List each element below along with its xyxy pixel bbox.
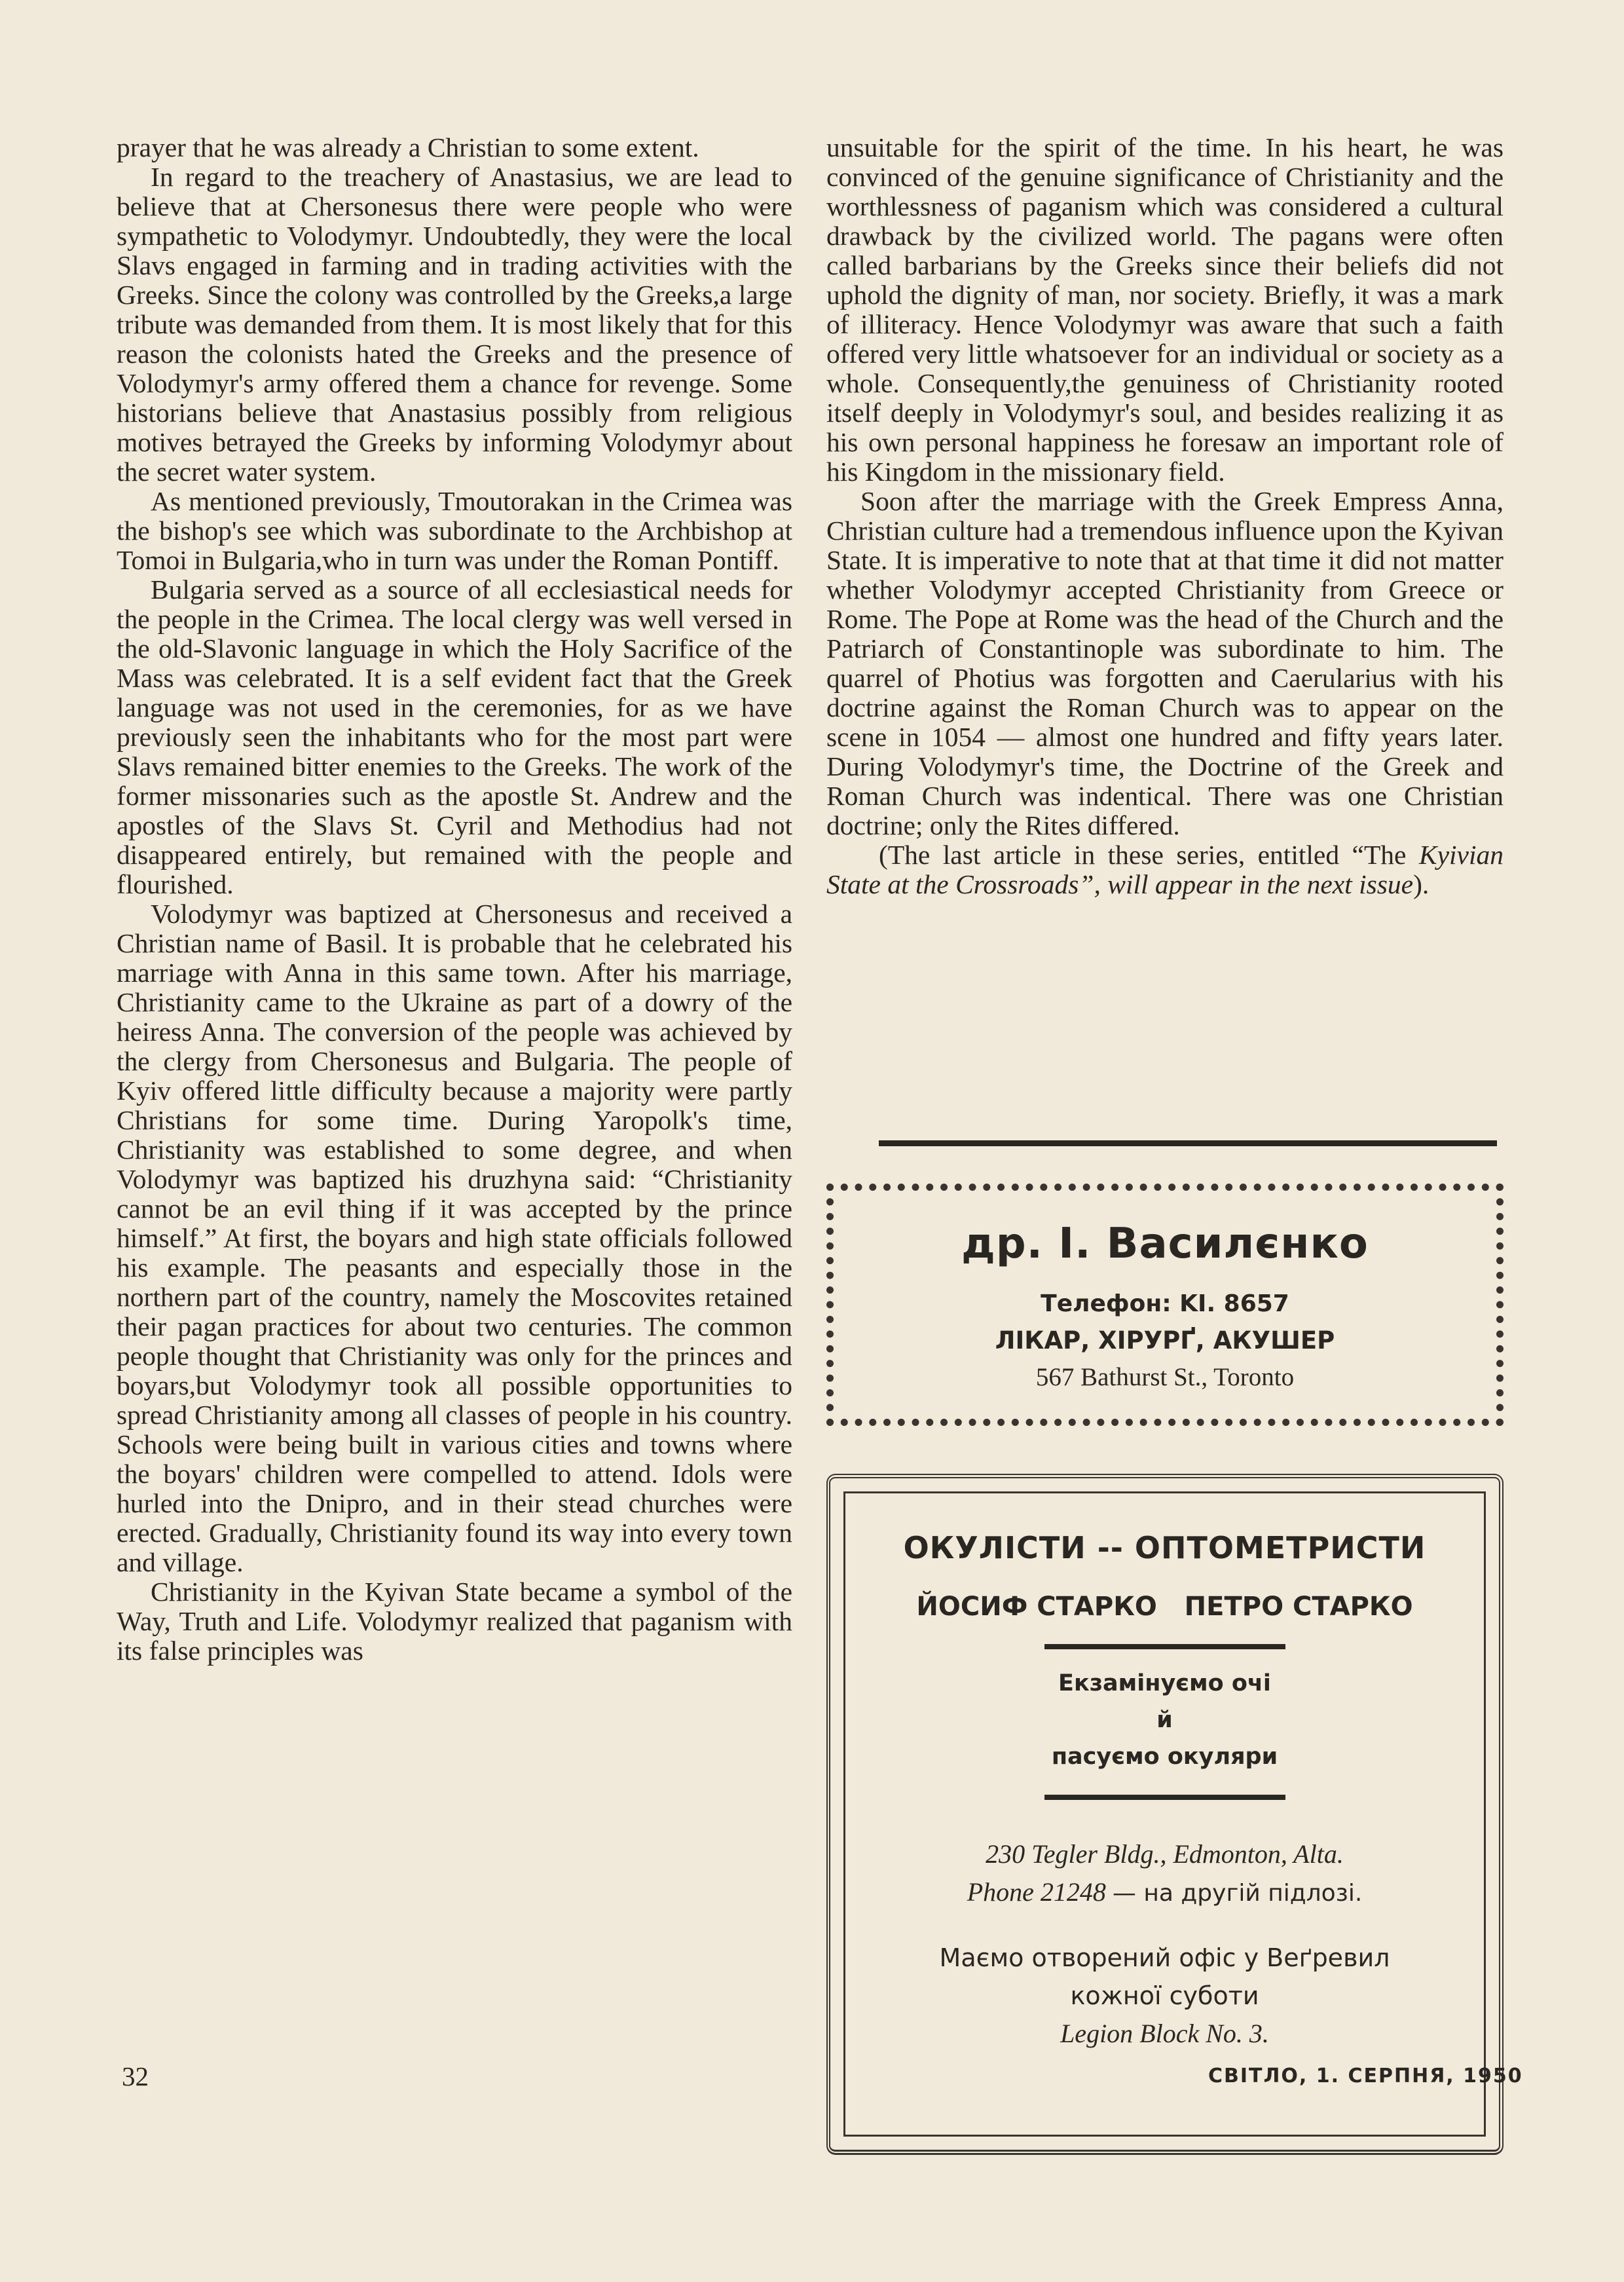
paragraph: Volodymyr was baptized at Chersonesus and received a Christian name of Basil. It is probable that he celebrated his marriage with Anna in this same town. After his marriage, Christianity came to the Ukraine as part of a dowry of the heiress Anna. The conversion of the people was achieved by the clergy from Chersonesus and Bulgaria. The people of Kyiv offered little difficulty because a majority were partly Christians for some time. During Yaropolk's time, Christianity was established to some degree, and when Volodymyr was baptized his druzhyna said: “Christianity cannot be an evil thing if it was accepted by the prince himself.” At first, the boyars and high state officials followed his example. The peasants and especially those in the northern part of the country, namely the Moscovites retained their pagan practices for about two centuries. The common people thought that Christianity was only for the princes and boyars,but Volodymyr took all possible opportunities to spread Christianity among all classes of people in his country. Schools were being built in various cities and towns where the boyars' children were compelled to attend. Idols were hurled into the Dnipro, and in their stead churches were erected. Gradually, Christianity found its way into every town and village. [117, 899, 792, 1577]
page-number: 32 [122, 2061, 149, 2091]
ad-office: Маємо отворений офіс у Веґревил [939, 1943, 1390, 1972]
left-column [117, 133, 792, 1666]
ad-service: Екзамінуємо очі [1058, 1670, 1271, 1696]
ad-divider [1044, 1644, 1285, 1649]
note-italic: Kyivian State at the Crossroads”, will appear in the next issue [826, 840, 1504, 899]
paragraph: In regard to the treachery of Anastasius, we are lead to believe that at Chersonesus there were people who were sympathetic to Volodymyr. Undoubtedly, they were the local Slavs engaged in farming and in trading activities with the Greeks. Since the colony was controlled by the Greeks,a large tribute was demanded from them. It is most likely that for this reason the colonists hated the Greeks and the presence of Volodymyr's army offered them a chance for revenge. Some historians believe that Anastasius possibly from religious motives betrayed the Greeks by informing Volodymyr about the secret water system. [117, 162, 792, 487]
doctor-phone: Телефон: KI. 8657 [1041, 1290, 1289, 1317]
ad-phone: Phone 21248 [967, 1877, 1106, 1907]
doctor-name: др. I. Василєнко [961, 1220, 1369, 1268]
paragraph: Soon after the marriage with the Greek Empress Anna, Christian culture had a tremendous influence upon the Kyivan State. It is imperative to note that at that time it did not matter whether Volodymyr accepted Christianity from Greece or Rome. The Pope at Rome was the head of the Church and the Patriarch of Constantinople was subordinate to him. The quarrel of Photius was forgotten and Caerularius with his doctrine against the Roman Church was to appear on the scene in 1054 — almost one hundred and fifty years later. During Volodymyr's time, the Doctrine of the Greek and Roman Church was indentical. There was one Christian doctrine; only the Rites differed. [826, 486, 1504, 840]
ad-heading: ОКУЛІСТИ -- ОПТОМЕТРИСТИ [903, 1530, 1426, 1565]
ad-office: кожної суботи [1070, 1981, 1259, 2010]
page-footer: СВІТЛО, 1. СЕРПНЯ, 1950 [1208, 2065, 1523, 2087]
section-divider [879, 1140, 1497, 1146]
paragraph: Christianity in the Kyivan State became a symbol of the Way, Truth and Life. Volodymyr realized that paganism with its false principles was [117, 1577, 792, 1666]
doctor-advertisement [826, 1184, 1504, 1426]
doctor-address: 567 Bathurst St., Toronto [1035, 1363, 1295, 1391]
editor-note [826, 840, 1504, 899]
ad-address: 230 Tegler Bldg., Edmonton, Alta. [986, 1839, 1344, 1869]
ad-divider [1044, 1795, 1285, 1800]
paragraph: unsuitable for the spirit of the time. In his heart, he was convinced of the genuine significance of Christianity and the worthlessness of paganism which was considered a cultural drawback by the civilized world. The pagans were often called barbarians by the Greeks since their beliefs did not uphold the dignity of man, nor society. Briefly, it was a mark of illiteracy. Hence Volodymyr was aware that such a faith offered very little whatsoever for an individual or society as a whole. Consequently,the genuiness of Christianity rooted itself deeply in Volodymyr's soul, and besides realizing it as his own personal happiness he foresaw an important role of his Kingdom in the missionary field. [826, 132, 1504, 487]
ad-phone-line [845, 1873, 1484, 1913]
note-close: ). [1413, 869, 1430, 899]
ad-service: пасуємо окуляри [1051, 1744, 1278, 1770]
ad-inner-frame [843, 1491, 1486, 2137]
ad-service: й [1156, 1707, 1173, 1733]
ad-legion: Legion Block No. 3. [1060, 2019, 1269, 2048]
paragraph: As mentioned previously, Tmoutorakan in the Crimea was the bishop's see which was subordinate to the Archbishop at Tomoi in Bulgaria,who in turn was under the Roman Pontiff. [117, 486, 792, 575]
ad-names: ЙОСИФ СТАРКО ПЕТРО СТАРКО [916, 1592, 1413, 1622]
paragraph: Bulgaria served as a source of all ecclesiastical needs for the people in the Crimea. The local clergy was well versed in the old-Slavonic language in which the Holy Sacrifice of the Mass was celebrated. It is a self evident fact that the Greek language was not used in the ceremonies, for as we have previously seen the inhabitants who for the most part were Slavs remained bitter enemies to the Greeks. The work of the former missonaries such as the apostle St. Andrew and the apostles of the Slavs St. Cyril and Methodius had not disappeared entirely, but remained with the people and flourished. [117, 574, 792, 899]
right-column [826, 133, 1504, 899]
paragraph: prayer that he was already a Christian to some extent. [117, 132, 699, 162]
ad-phone-note: — на другій підлозі. [1112, 1880, 1363, 1907]
note-open: (The last article in these series, entitled “The [879, 840, 1407, 870]
doctor-role: ЛІКАР, ХІРУРҐ, АКУШЕР [995, 1326, 1335, 1355]
optometrist-advertisement [826, 1474, 1504, 2155]
